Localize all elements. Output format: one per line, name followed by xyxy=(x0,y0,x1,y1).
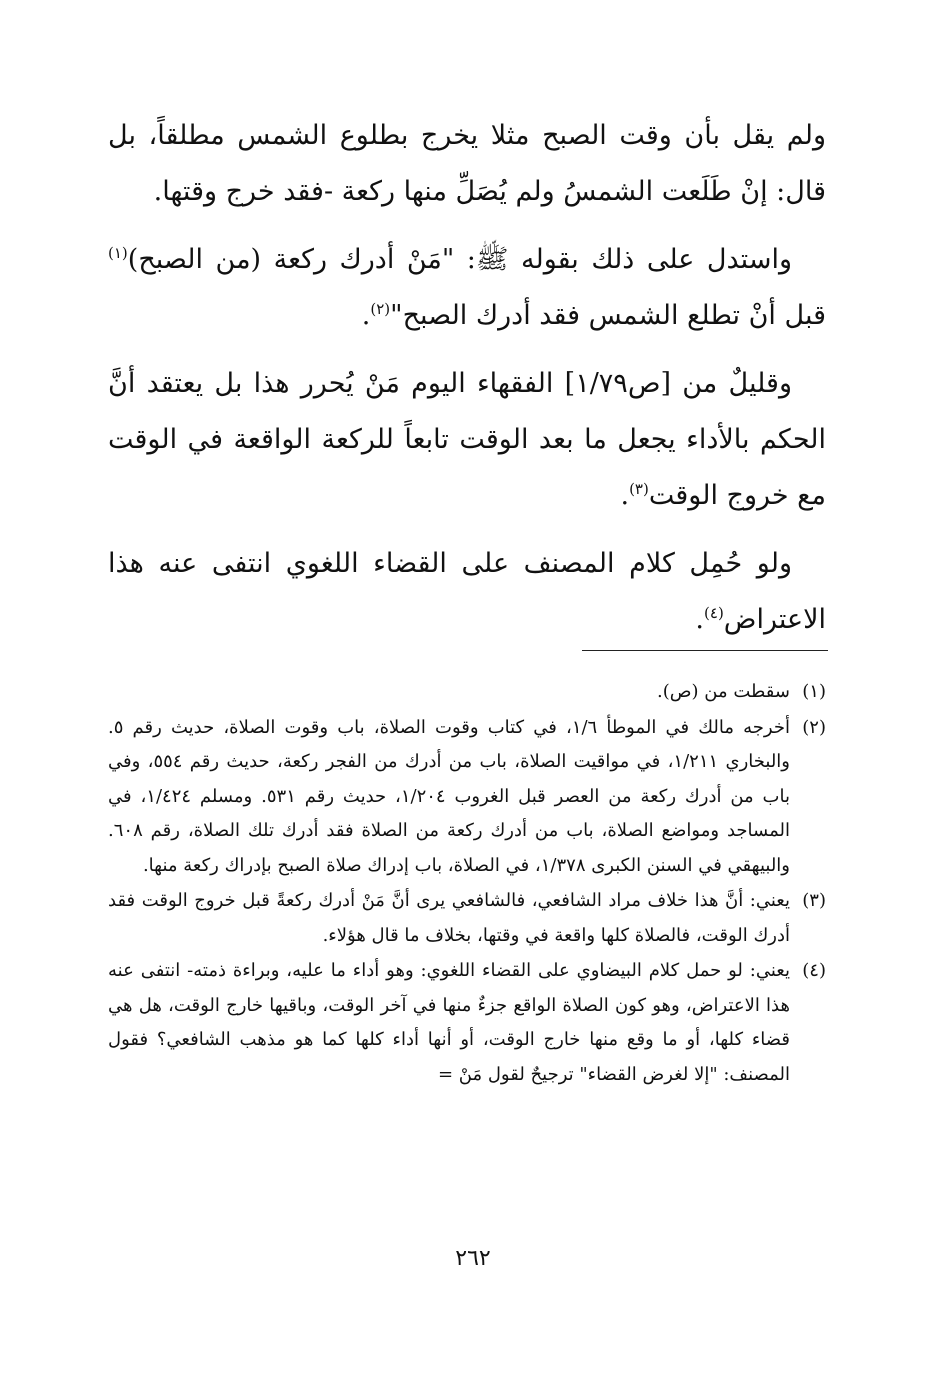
footnote-number: (١) xyxy=(802,681,826,702)
footnote-item xyxy=(108,711,826,884)
footnote-ref-3[interactable]: (٣) xyxy=(629,480,649,498)
footnote-item xyxy=(108,884,826,953)
paragraph-3-text: وقليلٌ من [ص١/٧٩] الفقهاء اليوم مَنْ يُحرر هذا بل يعتقد أنَّ الحكم بالأداء يجعل ما بعد الوقت تابعاً للركعة الواقعة في الوقت مع خروج الوقت xyxy=(108,368,826,511)
paragraph-4-end: . xyxy=(695,604,705,635)
footnote-text: سقطت من (ص). xyxy=(657,681,790,702)
paragraph-2-text: واستدل على ذلك بقوله ﷺ: "مَنْ أدرك ركعة (من الصبح) xyxy=(127,244,792,275)
footnote-item xyxy=(108,675,826,710)
paragraph-3 xyxy=(108,356,826,524)
paragraph-3-end: . xyxy=(620,480,630,511)
main-text xyxy=(108,108,826,660)
paragraph-4 xyxy=(108,536,826,648)
footnote-ref-4[interactable]: (٤) xyxy=(704,604,724,622)
footnote-number: (٣) xyxy=(802,890,826,911)
footnote-separator xyxy=(582,650,828,651)
paragraph-2-end: . xyxy=(361,300,371,331)
paragraph-4-text: ولو حُمِل كلام المصنف على القضاء اللغوي انتفى عنه هذا الاعتراض xyxy=(108,548,826,635)
footnote-item xyxy=(108,954,826,1092)
paragraph-1-text: ولم يقل بأن وقت الصبح مثلا يخرج بطلوع الشمس مطلقاً، بل قال: إنْ طَلَعت الشمسُ ولم يُصَلِّ منها ركعة -فقد خرج وقتها. xyxy=(108,120,826,207)
footnote-text: يعني: أنَّ هذا خلاف مراد الشافعي، فالشافعي يرى أنَّ مَنْ أدرك ركعةً قبل خروج الوقت فقد أدرك الوقت، فالصلاة كلها واقعة في وقتها، بخلاف ما قال هؤلاء. xyxy=(108,890,790,946)
footnote-number: (٤) xyxy=(802,960,826,981)
footnote-number: (٢) xyxy=(802,716,826,738)
footnote-ref-1[interactable]: (١) xyxy=(108,244,128,262)
page-number: ٢٦٢ xyxy=(455,1246,491,1271)
footnotes xyxy=(108,675,826,1093)
paragraph-1 xyxy=(108,108,826,220)
footnote-ref-2[interactable]: (٢) xyxy=(370,300,391,318)
paragraph-2 xyxy=(108,232,826,344)
footnote-text: أخرجه مالك في الموطأ ١/٦، في كتاب وقوت الصلاة، باب وقوت الصلاة، حديث رقم ٥. والبخاري ١/٢١١، في مواقيت الصلاة، باب من أدرك من الفجر ركعة، حديث رقم ٥٥٤، وفي باب من أدرك ركعة من العصر قبل الغروب ١/٢٠٤، حديث رقم ٥٣١. ومسلم ١/٤٢٤، في المساجد ومواضع الصلاة، باب من أدرك ركعة من الصلاة فقد أدرك تلك الصلاة، رقم ٦٠٨. والبيهقي في السنن الكبرى ١/٣٧٨، في الصلاة، باب إدراك صلاة الصبح بإدراك ركعة منها. xyxy=(108,716,791,876)
footnote-text: يعني: لو حمل كلام البيضاوي على القضاء اللغوي: وهو أداء ما عليه، وبراءة ذمته- انتفى عنه هذا الاعتراض، وهو كون الصلاة الواقع جزءٌ منها في آخر الوقت، وباقيها خارج الوقت، هل هي قضاء كلها، أو ما وقع منها خارج الوقت، أو أنها أداء كلها كما هو مذهب الشافعي؟ فقول المصنف: "إلا لغرض القضاء" ترجيحٌ لقول مَنْ = xyxy=(108,960,790,1085)
paragraph-2-text-cont: قبل أنْ تطلع الشمس فقد أدرك الصبح" xyxy=(390,300,826,331)
